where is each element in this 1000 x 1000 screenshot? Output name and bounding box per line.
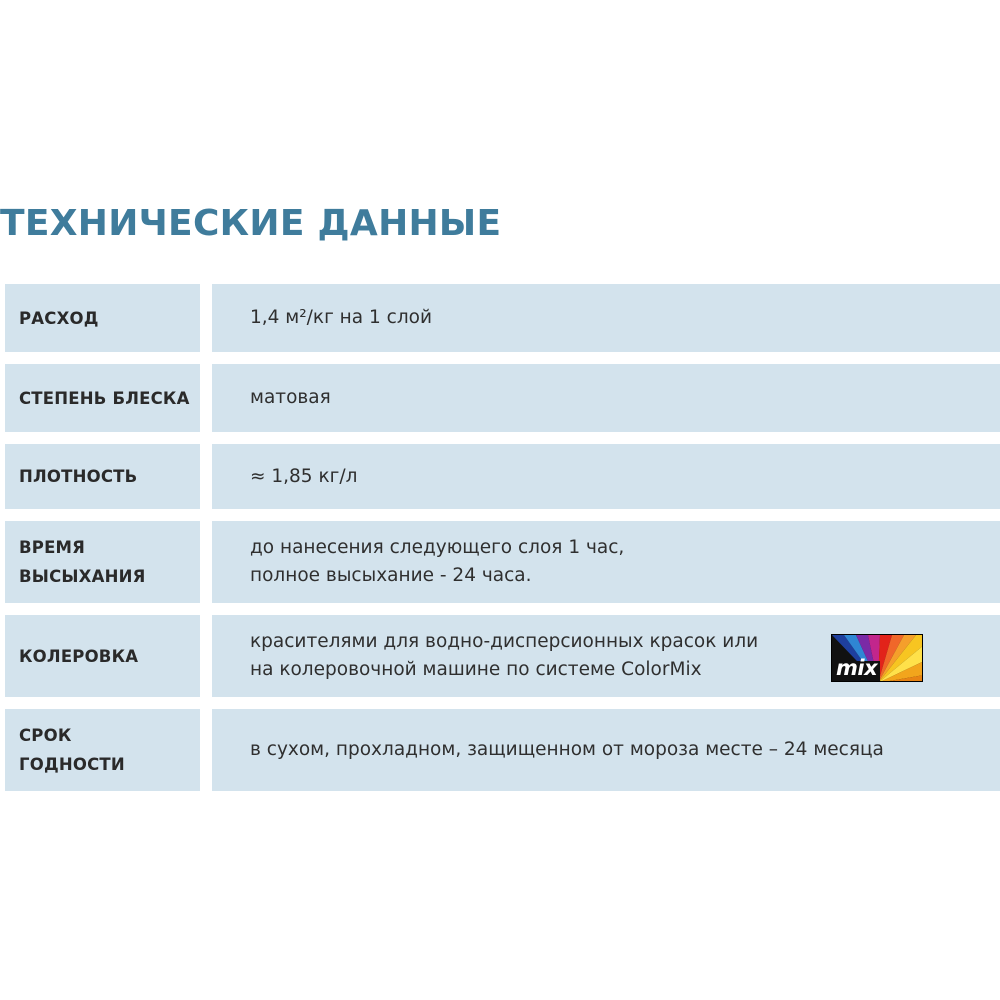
page-title: ТЕХНИЧЕСКИЕ ДАННЫЕ (0, 203, 502, 244)
table-row-gloss (5, 364, 1000, 432)
row-value (212, 284, 1000, 352)
row-value (212, 364, 1000, 432)
row-label-text: ВРЕМЯ (19, 538, 86, 557)
table-row-shelf-life (5, 709, 1000, 791)
tech-data-table (5, 284, 1000, 803)
row-value (212, 615, 1000, 697)
row-value-text: полное высыхание - 24 часа. (250, 565, 532, 586)
row-value (212, 521, 1000, 603)
table-row-tinting (5, 615, 1000, 697)
row-value-text: в сухом, прохладном, защищенном от мороза месте – 24 месяца (250, 739, 884, 760)
table-row-density (5, 444, 1000, 509)
row-label-text: КОЛЕРОВКА (19, 646, 139, 666)
row-label-text: ПЛОТНОСТЬ (19, 467, 138, 486)
row-label-text: ГОДНОСТИ (19, 755, 125, 774)
row-label-text: ВЫСЫХАНИЯ (19, 567, 146, 586)
row-label (5, 521, 200, 603)
row-value-text: на колеровочной машине по системе ColorMix (250, 659, 702, 680)
row-value (212, 444, 1000, 509)
table-row-drying-time (5, 521, 1000, 603)
row-label (5, 284, 200, 352)
row-value-text: красителями для водно-дисперсионных красок или (250, 631, 759, 652)
row-label-text: РАСХОД (19, 308, 99, 328)
row-label (5, 709, 200, 791)
row-value-text: 1,4 м²/кг на 1 слой (250, 307, 432, 328)
table-row-consumption (5, 284, 1000, 352)
logo-text: mix (836, 656, 878, 680)
row-label (5, 615, 200, 697)
colormix-logo-icon (831, 634, 923, 682)
row-label (5, 364, 200, 432)
row-value-text: матовая (250, 387, 331, 408)
row-label (5, 444, 200, 509)
row-label-text: СТЕПЕНЬ БЛЕСКА (19, 388, 190, 408)
row-value (212, 709, 1000, 791)
row-label-text: СРОК (19, 726, 72, 745)
row-value-text: до нанесения следующего слоя 1 час, (250, 537, 625, 558)
row-value-text: ≈ 1,85 кг/л (250, 465, 358, 487)
